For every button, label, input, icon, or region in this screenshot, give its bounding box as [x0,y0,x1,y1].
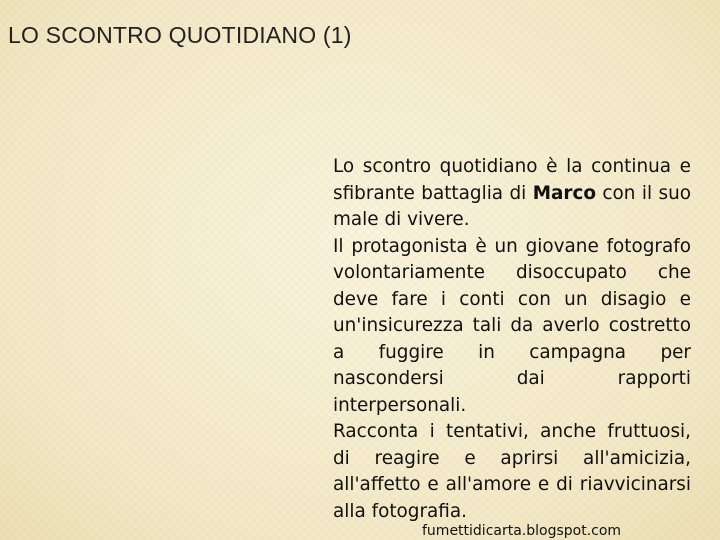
slide-title: LO SCONTRO QUOTIDIANO (1) [8,22,352,48]
character-name: Marco [532,182,597,204]
paragraph-intro-end: con il suo male di vivere. [333,182,691,230]
paragraph-protagonist: Il protagonista è un giovane fotografo volontariamente disoccupato che deve fare i conti con un disagio e un'insicurezza tali da averlo costretto a fuggire in campagna per nascondersi dai rapporti interpersonali. [333,235,691,416]
source-url: fumettidicarta.blogspot.com [422,523,622,539]
paragraph-intro-start: Lo scontro quotidiano è la continua e sfibrante battaglia di [333,156,691,204]
slide-body [333,154,691,525]
paragraph-intro [333,154,691,234]
paragraph-story: Racconta i tentativi, anche fruttuosi, di reagire e aprirsi all'amicizia, all'affetto e all'amore e di riavvicinarsi alla fotografia. [333,421,691,522]
